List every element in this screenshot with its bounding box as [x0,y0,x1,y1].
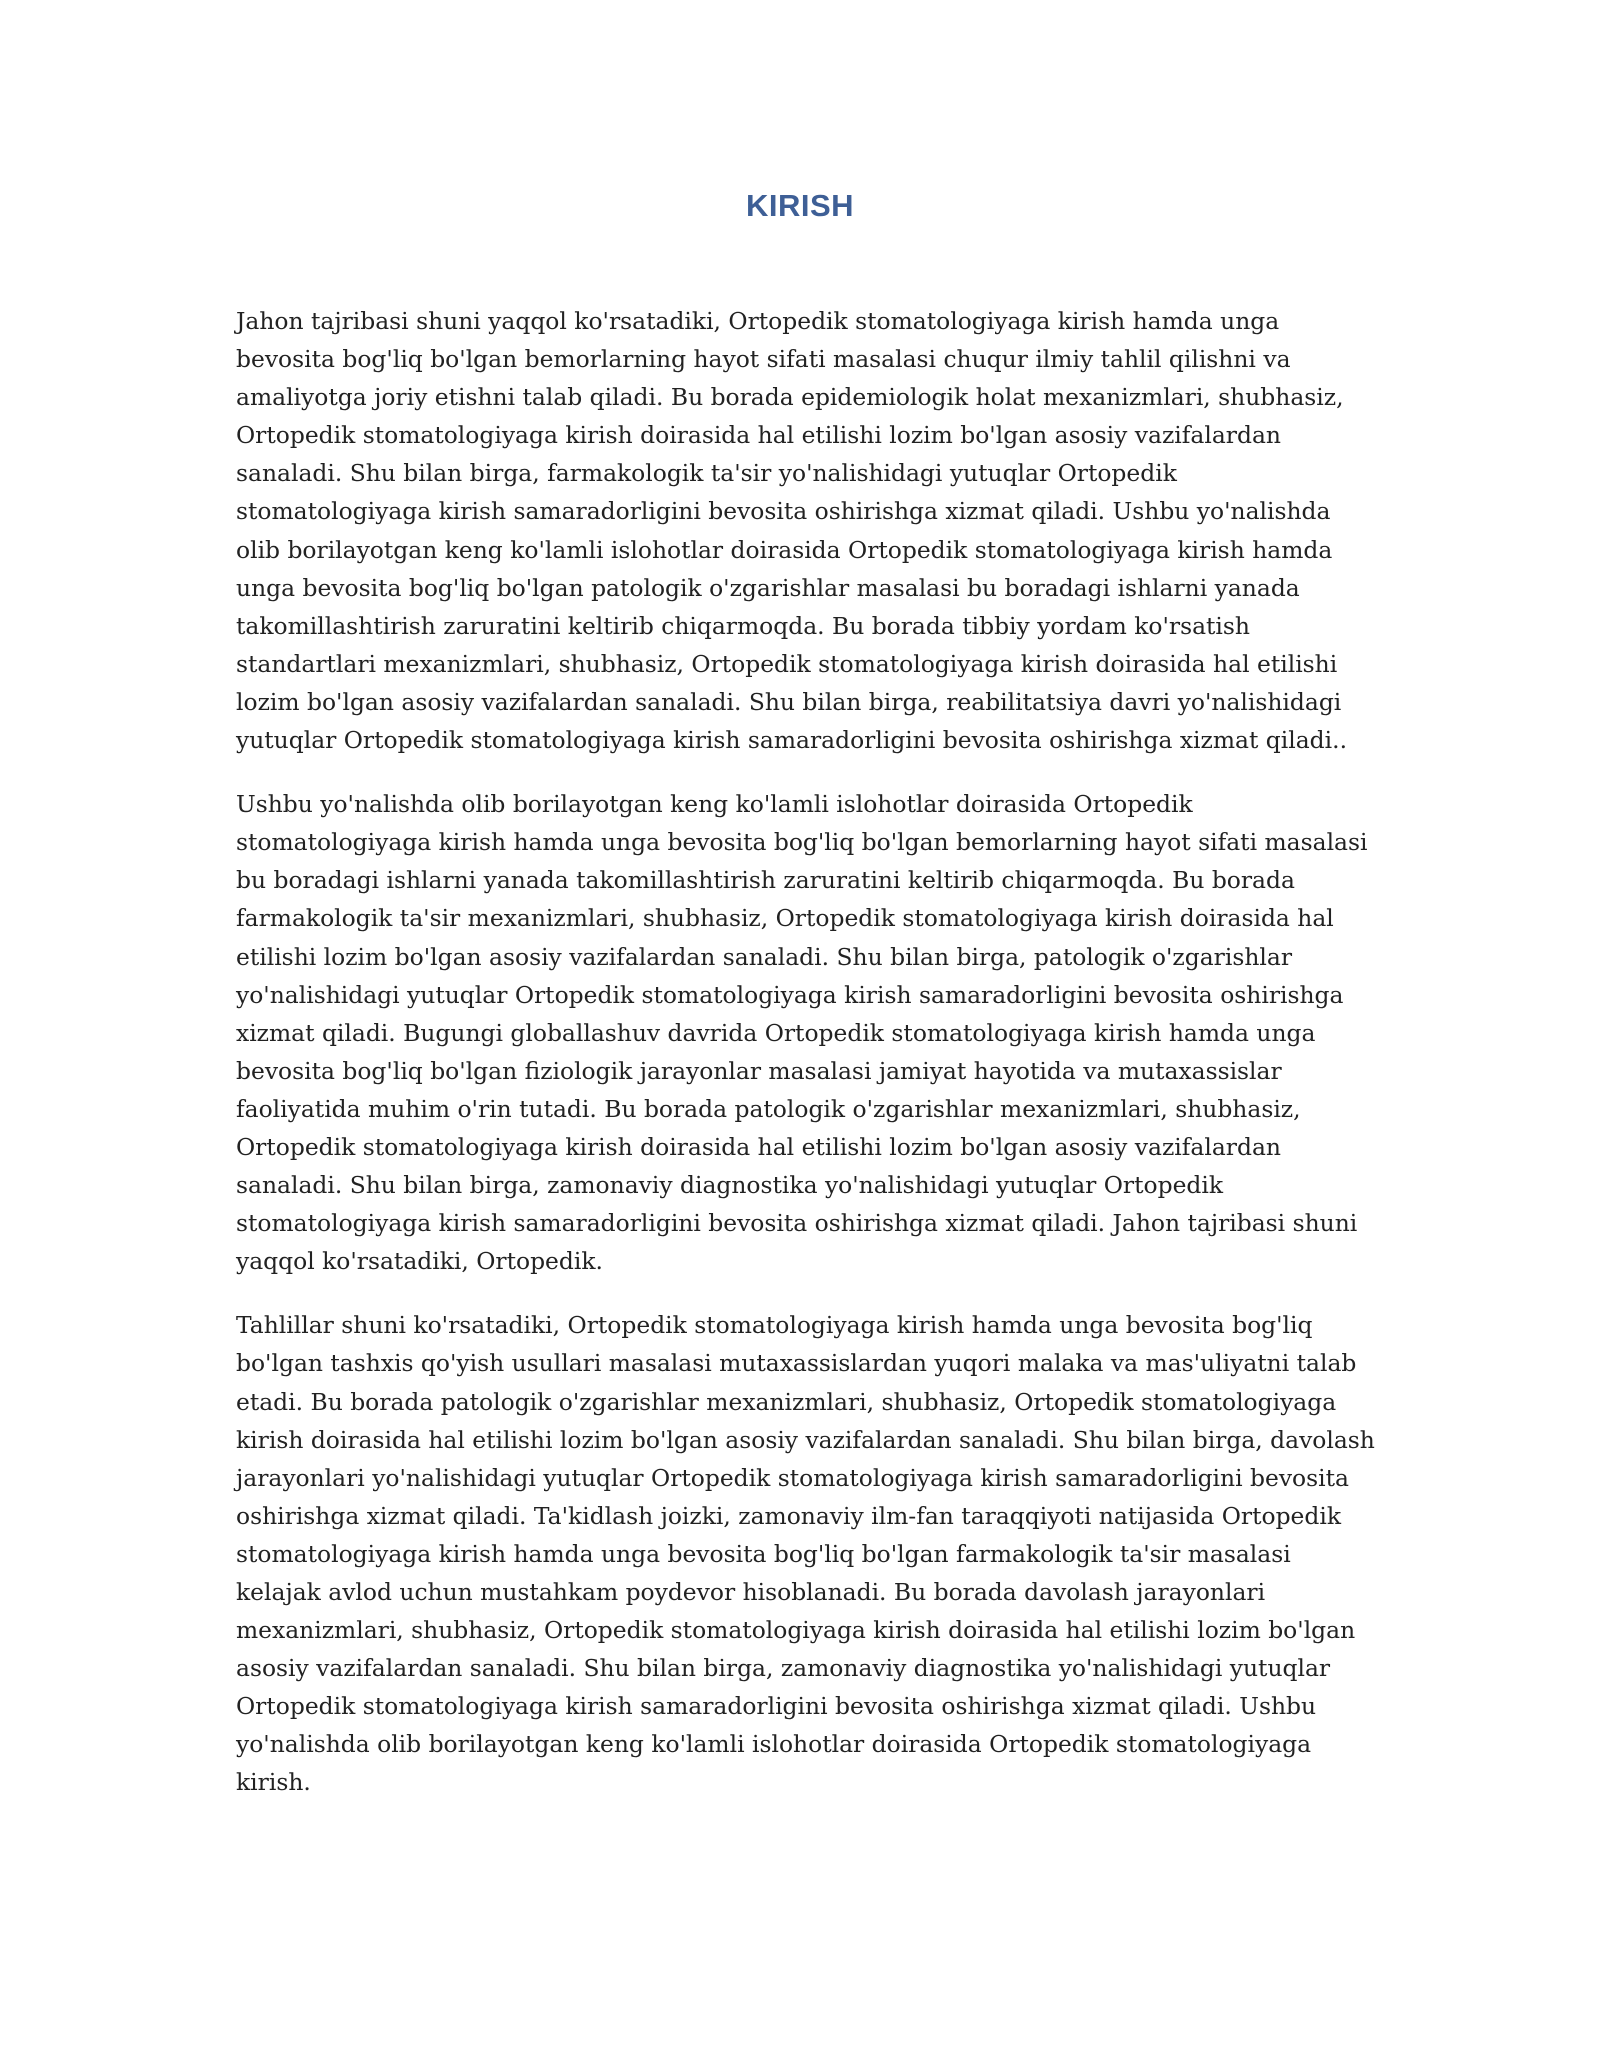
page-title: KIRISH [745,188,855,223]
paragraph-1: Jahon tajribasi shuni yaqqol ko'rsatadiki, Ortopedik stomatologiyaga kirish hamda unga bevosita bog'liq bo'lgan bemorlarning hayot sifati masalasi chuqur ilmiy tahlil qilishni va amaliyotga joriy etishni talab qiladi. Bu borada epidemiologik holat mexanizmlari, shubhasiz, Ortopedik stomatologiyaga kirish doirasida hal etilishi lozim bo'lgan asosiy vazifalardan sanaladi. Shu bilan birga, farmakologik ta'sir yo'nalishidagi yutuqlar Ortopedik stomatologiyaga kirish samaradorligini bevosita oshirishga xizmat qiladi. Ushbu yo'nalishda olib borilayotgan keng ko'lamli islohotlar doirasida Ortopedik stomatologiyaga kirish hamda unga bevosita bog'liq bo'lgan patologik o'zgarishlar masalasi bu boradagi ishlarni yanada takomillashtirish zaruratini keltirib chiqarmoqda. Bu borada tibbiy yordam ko'rsatish standartlari mexanizmlari, shubhasiz, Ortopedik stomatologiyaga kirish doirasida hal etilishi lozim bo'lgan asosiy vazifalardan sanaladi. Shu bilan birga, reabilitatsiya davri yo'nalishidagi yutuqlar Ortopedik stomatologiyaga kirish samaradorligini bevosita oshirishga xizmat qiladi.. [236,307,1348,755]
document-body [236,302,1376,1828]
paragraph-2: Ushbu yo'nalishda olib borilayotgan keng ko'lamli islohotlar doirasida Ortopedik stomatologiyaga kirish hamda unga bevosita bog'liq bo'lgan bemorlarning hayot sifati masalasi bu boradagi ishlarni yanada takomillashtirish zaruratini keltirib chiqarmoqda. Bu borada farmakologik ta'sir mexanizmlari, shubhasiz, Ortopedik stomatologiyaga kirish doirasida hal etilishi lozim bo'lgan asosiy vazifalardan sanaladi. Shu bilan birga, patologik o'zgarishlar yo'nalishidagi yutuqlar Ortopedik stomatologiyaga kirish samaradorligini bevosita oshirishga xizmat qiladi. Bugungi globallashuv davrida Ortopedik stomatologiyaga kirish hamda unga bevosita bog'liq bo'lgan fiziologik jarayonlar masalasi jamiyat hayotida va mutaxassislar faoliyatida muhim o'rin tutadi. Bu borada patologik o'zgarishlar mexanizmlari, shubhasiz, Ortopedik stomatologiyaga kirish doirasida hal etilishi lozim bo'lgan asosiy vazifalardan sanaladi. Shu bilan birga, zamonaviy diagnostika yo'nalishidagi yutuqlar Ortopedik stomatologiyaga kirish samaradorligini bevosita oshirishga xizmat qiladi. Jahon tajribasi shuni yaqqol ko'rsatadiki, Ortopedik. [236,790,1368,1276]
paragraph-3: Tahlillar shuni ko'rsatadiki, Ortopedik stomatologiyaga kirish hamda unga bevosita bog'liq bo'lgan tashxis qo'yish usullari masalasi mutaxassislardan yuqori malaka va mas'uliyatni talab etadi. Bu borada patologik o'zgarishlar mexanizmlari, shubhasiz, Ortopedik stomatologiyaga kirish doirasida hal etilishi lozim bo'lgan asosiy vazifalardan sanaladi. Shu bilan birga, davolash jarayonlari yo'nalishidagi yutuqlar Ortopedik stomatologiyaga kirish samaradorligini bevosita oshirishga xizmat qiladi. Ta'kidlash joizki, zamonaviy ilm-fan taraqqiyoti natijasida Ortopedik stomatologiyaga kirish hamda unga bevosita bog'liq bo'lgan farmakologik ta'sir masalasi kelajak avlod uchun mustahkam poydevor hisoblanadi. Bu borada davolash jarayonlari mexanizmlari, shubhasiz, Ortopedik stomatologiyaga kirish doirasida hal etilishi lozim bo'lgan asosiy vazifalardan sanaladi. Shu bilan birga, zamonaviy diagnostika yo'nalishidagi yutuqlar Ortopedik stomatologiyaga kirish samaradorligini bevosita oshirishga xizmat qiladi. Ushbu yo'nalishda olib borilayotgan keng ko'lamli islohotlar doirasida Ortopedik stomatologiyaga kirish. [236,1311,1375,1797]
